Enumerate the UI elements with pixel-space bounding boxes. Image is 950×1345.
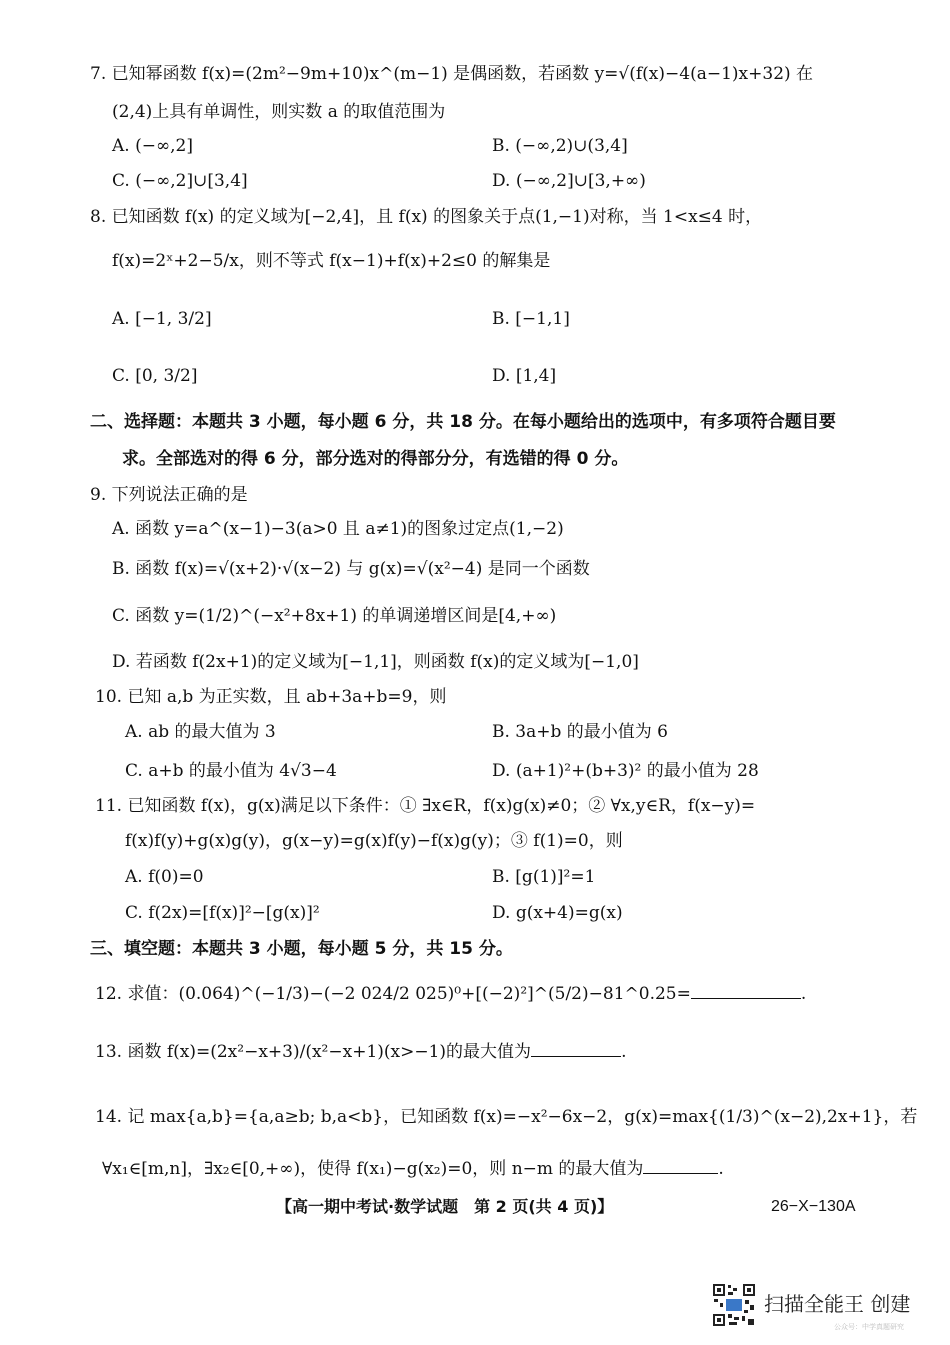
q10-stem: 10. 已知 a,b 为正实数，且 ab+3a+b=9，则 — [95, 687, 447, 707]
q10-option-a: A. ab 的最大值为 3 — [125, 722, 276, 742]
q8-option-d: D. [1,4] — [492, 366, 557, 386]
q13-answer-blank — [531, 1042, 621, 1057]
q14-stem-line1: 14. 记 max{a,b}={a,a≥b; b,a<b}，已知函数 f(x)=−x²−6x−2，g(x)=max{(1/3)^(x−2),2x+1}，若 — [95, 1107, 918, 1127]
q10-option-c: C. a+b 的最小值为 4√3−4 — [125, 761, 337, 781]
q7-stem-line1: 7. 已知幂函数 f(x)=(2m²−9m+10)x^(m−1) 是偶函数，若函数 y=√(f(x)−4(a−1)x+32) 在 — [90, 64, 814, 84]
q7-option-c: C. (−∞,2]∪[3,4] — [112, 171, 248, 191]
q9-option-a: A. 函数 y=a^(x−1)−3(a>0 且 a≠1)的图象过定点(1,−2) — [112, 519, 564, 539]
scanner-brand-text: 扫描全能王 创建 — [764, 1292, 911, 1316]
q8-option-b: B. [−1,1] — [492, 309, 570, 329]
q12-text: 12. 求值：(0.064)^(−1/3)−(−2 024/2 025)⁰+[(−2)²]^(5/2)−81^0.25= — [95, 984, 691, 1004]
q7-stem-line2: (2,4)上具有单调性，则实数 a 的取值范围为 — [112, 102, 446, 122]
q11-option-d: D. g(x+4)=g(x) — [492, 903, 623, 923]
q10-option-b: B. 3a+b 的最小值为 6 — [492, 722, 669, 742]
q10-option-d: D. (a+1)²+(b+3)² 的最小值为 28 — [492, 761, 759, 781]
q14-text: ∀x₁∈[m,n]，∃x₂∈[0,+∞)，使得 f(x₁)−g(x₂)=0，则 n−m 的最大值为 — [102, 1159, 644, 1179]
page-footer-code: 26−X−130A — [771, 1198, 856, 1215]
qr-code-icon — [712, 1283, 756, 1327]
section2-heading-line2: 求。全部选对的得 6 分，部分选对的得部分分，有选错的得 0 分。 — [122, 449, 629, 469]
q8-stem-line2: f(x)=2ˣ+2−5/x，则不等式 f(x−1)+f(x)+2≤0 的解集是 — [112, 251, 551, 271]
q8-stem-line1: 8. 已知函数 f(x) 的定义域为[−2,4]，且 f(x) 的图象关于点(1,−1)对称，当 1<x≤4 时， — [90, 207, 763, 227]
q12-answer-blank — [691, 984, 801, 999]
q11-stem-line2: f(x)f(y)+g(x)g(y)，g(x−y)=g(x)f(y)−f(x)g(y)；③ f(1)=0，则 — [125, 831, 623, 851]
watermark-small-text: 公众号：中学真题研究 — [834, 1323, 904, 1331]
section2-heading-line1: 二、选择题：本题共 3 小题，每小题 6 分，共 18 分。在每小题给出的选项中，有多项符合题目要 — [90, 412, 836, 432]
q12-line: 12. 求值：(0.064)^(−1/3)−(−2 024/2 025)⁰+[(−2)²]^(5/2)−81^0.25= . — [95, 984, 807, 1004]
q8-option-c: C. [0, 3/2] — [112, 366, 198, 386]
q11-option-b: B. [g(1)]²=1 — [492, 867, 596, 887]
q7-option-a: A. (−∞,2] — [112, 136, 193, 156]
q14-line2: ∀x₁∈[m,n]，∃x₂∈[0,+∞)，使得 f(x₁)−g(x₂)=0，则 n−m 的最大值为 . — [102, 1159, 724, 1179]
section3-heading: 三、填空题：本题共 3 小题，每小题 5 分，共 15 分。 — [90, 939, 513, 959]
q8-option-a: A. [−1, 3/2] — [112, 309, 212, 329]
page-footer-title: 【高一期中考试·数学试题 第 2 页(共 4 页)】 — [276, 1197, 614, 1216]
q9-option-b: B. 函数 f(x)=√(x+2)·√(x−2) 与 g(x)=√(x²−4) 是同一个函数 — [112, 559, 590, 579]
q11-stem-line1: 11. 已知函数 f(x)，g(x)满足以下条件：① ∃x∈R，f(x)g(x)≠0；② ∀x,y∈R，f(x−y)= — [95, 796, 756, 816]
q11-option-c: C. f(2x)=[f(x)]²−[g(x)]² — [125, 903, 320, 923]
q13-text: 13. 函数 f(x)=(2x²−x+3)/(x²−x+1)(x>−1)的最大值为 — [95, 1042, 532, 1062]
q7-option-b: B. (−∞,2)∪(3,4] — [492, 136, 628, 156]
q9-option-d: D. 若函数 f(2x+1)的定义域为[−1,1]，则函数 f(x)的定义域为[−1,0] — [112, 652, 639, 672]
q13-line: 13. 函数 f(x)=(2x²−x+3)/(x²−x+1)(x>−1)的最大值为 . — [95, 1042, 627, 1062]
q7-option-d: D. (−∞,2]∪[3,+∞) — [492, 171, 646, 191]
q11-option-a: A. f(0)=0 — [125, 867, 204, 887]
q9-stem: 9. 下列说法正确的是 — [90, 485, 248, 505]
q14-answer-blank — [643, 1159, 718, 1174]
q9-option-c: C. 函数 y=(1/2)^(−x²+8x+1) 的单调递增区间是[4,+∞) — [112, 606, 557, 626]
